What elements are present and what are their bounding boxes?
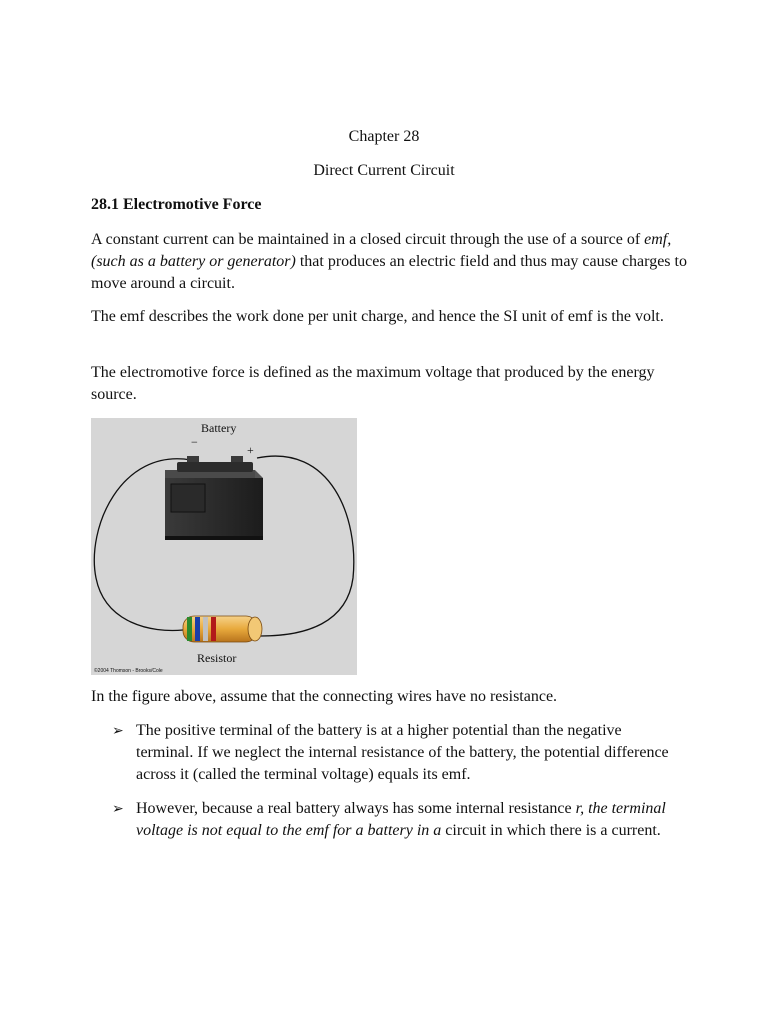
list-item [112,720,672,786]
battery-minus-label: − [191,435,198,449]
paragraph-text: that produces an electric field and thus may cause charges to move around a circuit. [91,253,687,292]
arrow-bullet-icon: ➢ [112,723,124,739]
arrow-bullet-icon: ➢ [112,801,124,817]
list-item [112,798,672,842]
paragraph-text: A constant current can be maintained in a closed circuit through the use of a source of [91,231,645,248]
paragraph-figure-note: In the figure above, assume that the connecting wires have no resistance. [91,688,558,705]
bullet-text: However, because a real battery always has some internal resistance [136,800,576,817]
paragraph-emf-intro [91,229,691,295]
bullet-text: The positive terminal of the battery is at a higher potential than the negative terminal. If we neglect the internal resistance of the battery, the potential difference across it (called the terminal voltage) equals its emf. [136,722,669,783]
resistor-icon [183,616,262,642]
chapter-number: Chapter 28 [348,128,420,145]
bullet-emphasis: r, the terminal voltage is not equal to the emf for a battery in a [136,800,666,839]
section-heading: 28.1 Electromotive Force [91,196,262,213]
circuit-figure [91,418,357,675]
circuit-diagram [91,418,357,675]
resistor-label: Resistor [197,651,237,665]
bullet-list [112,720,672,854]
paragraph-emf-definition: The electromotive force is defined as the maximum voltage that produced by the energy source. [91,364,655,403]
chapter-title: Direct Current Circuit [313,162,455,179]
battery-plus-label: + [247,443,254,457]
paragraph-emphasis: emf, (such as a battery or generator) [91,231,672,270]
battery-label: Battery [201,421,237,435]
paragraph-emf-unit: The emf describes the work done per unit charge, and hence the SI unit of emf is the volt. [91,308,664,325]
battery-icon [165,456,263,540]
bullet-text: circuit in which there is a current. [441,822,661,839]
figure-credit: ©2004 Thomson - Brooks/Cole [94,668,163,674]
circuit-wire [257,456,354,636]
